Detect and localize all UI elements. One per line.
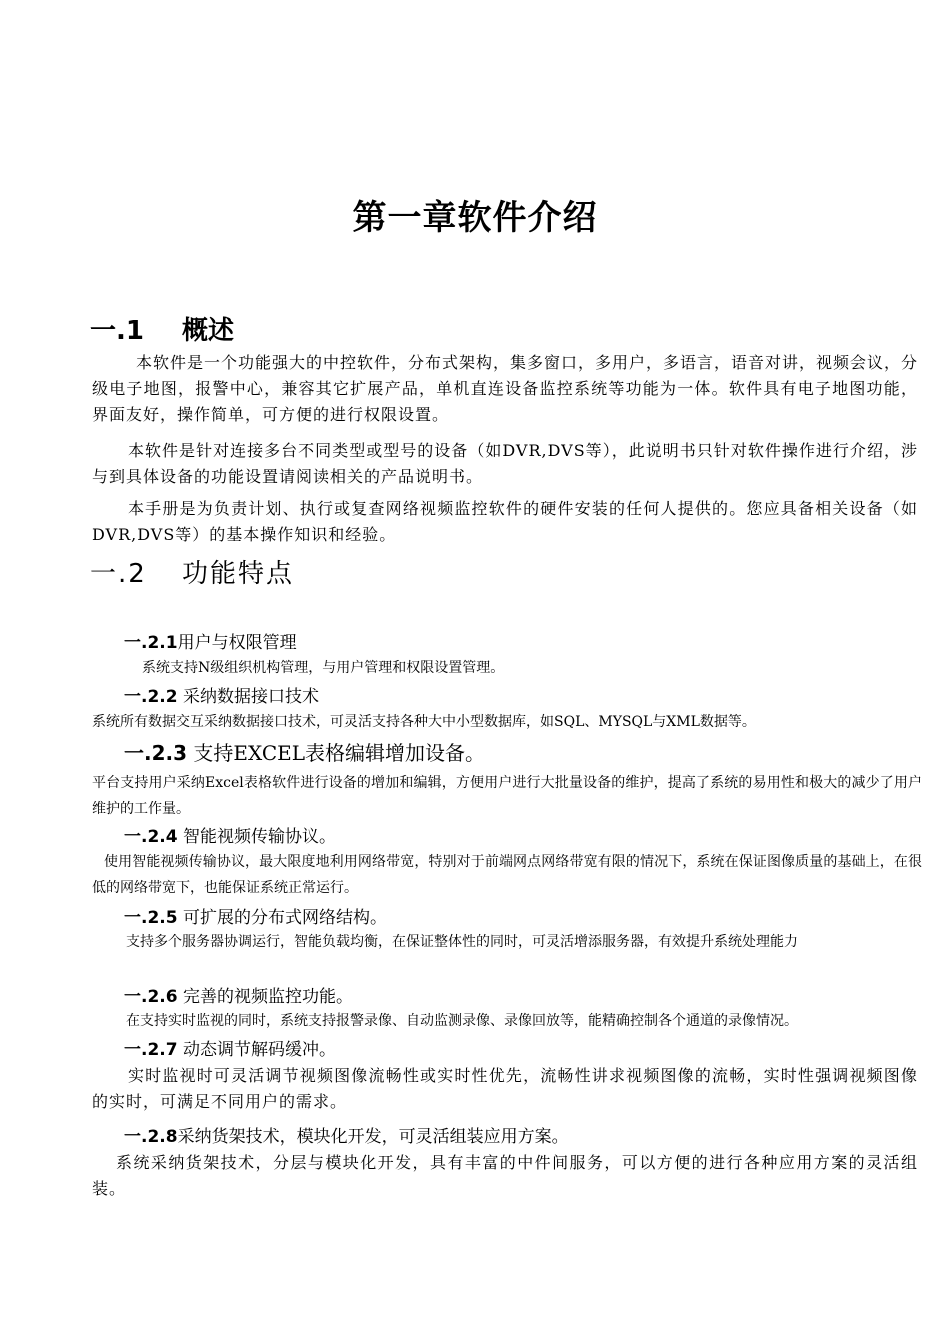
chapter-title: 第一章软件介绍 (352, 198, 598, 238)
feature-title: 用户与权限管理 (177, 633, 297, 653)
overview-paragraph-2: 本软件是针对连接多台不同类型或型号的设备（如DVR,DVS等），此说明书只针对软件操作进行介绍，涉与到具体设备的功能设置请阅读相关的产品说明书。 (92, 441, 918, 486)
feature-body-8: 系统采纳货架技术，分层与模块化开发，具有丰富的中件间服务，可以方便的进行各种应用方案的灵活组装。 (92, 1153, 918, 1198)
feature-body-1: 系统支持N级组织机构管理，与用户管理和权限设置管理。 (142, 660, 505, 676)
feature-body-3: 平台支持用户采纳Excel表格软件进行设备的增加和编辑，方便用户进行大批量设备的维护，提高了系统的易用性和极大的减少了用户维护的工作量。 (92, 775, 922, 817)
feature-title: 采纳货架技术，模块化开发，可灵活组装应用方案。 (177, 1127, 569, 1147)
section-title: 概述 (182, 316, 235, 346)
section-heading-features (90, 553, 294, 590)
section-title: 功能特点 (182, 559, 295, 589)
feature-heading-6 (124, 982, 353, 1007)
feature-heading-5 (124, 903, 387, 928)
feature-heading-1 (124, 628, 297, 653)
feature-title: 支持EXCEL表格编辑增加设备。 (187, 741, 486, 765)
overview-paragraph-1: 本软件是一个功能强大的中控软件，分布式架构，集多窗口，多用户，多语言，语音对讲，视频会议，分级电子地图，报警中心，兼容其它扩展产品，单机直连设备监控系统等功能为一体。软件具有电子地图功能，界面友好，操作简单，可方便的进行权限设置。 (92, 353, 919, 424)
feature-title: 完善的视频监控功能。 (177, 987, 353, 1007)
feature-body-4: 使用智能视频传输协议，最大限度地利用网络带宽，特别对于前端网点网络带宽有限的情况下，系统在保证图像质量的基础上，在很低的网络带宽下，也能保证系统正常运行。 (92, 854, 922, 896)
feature-heading-4 (124, 822, 336, 847)
feature-heading-7 (124, 1035, 336, 1060)
feature-body-2: 系统所有数据交互采纳数据接口技术，可灵活支持各种大中小型数据库，如SQL、MYSQL与XML数据等。 (92, 714, 756, 730)
feature-number: 一.2.4 (124, 827, 178, 847)
feature-title: 智能视频传输协议。 (177, 827, 336, 847)
feature-number: 一.2.8 (124, 1127, 178, 1147)
feature-number: 一.2.2 (124, 687, 178, 707)
feature-number: 一.2.3 (124, 741, 188, 765)
feature-number: 一.2.1 (124, 633, 178, 653)
feature-title: 动态调节解码缓冲。 (177, 1040, 336, 1060)
feature-number: 一.2.5 (124, 908, 178, 928)
feature-body-5: 支持多个服务器协调运行，智能负载均衡，在保证整体性的同时，可灵活增添服务器，有效提升系统处理能力 (126, 934, 798, 950)
feature-number: 一.2.7 (124, 1040, 178, 1060)
section-heading-overview (90, 310, 234, 347)
feature-heading-3 (124, 737, 485, 766)
feature-title: 可扩展的分布式网络结构。 (177, 908, 387, 928)
feature-body-7: 实时监视时可灵活调节视频图像流畅性或实时性优先，流畅性讲求视频图像的流畅，实时性强调视频图像的实时，可满足不同用户的需求。 (92, 1066, 918, 1111)
section-number: 一.1 (90, 316, 144, 346)
overview-paragraph-3: 本手册是为负责计划、执行或复查网络视频监控软件的硬件安装的任何人提供的。您应具备相关设备（如DVR,DVS等）的基本操作知识和经验。 (92, 499, 918, 544)
section-number: 一.2 (90, 559, 147, 589)
feature-title: 采纳数据接口技术 (177, 687, 319, 707)
feature-number: 一.2.6 (124, 987, 178, 1007)
feature-body-6: 在支持实时监视的同时，系统支持报警录像、自动监测录像、录像回放等，能精确控制各个通道的录像情况。 (126, 1013, 798, 1029)
feature-heading-2 (124, 682, 319, 707)
feature-heading-8 (124, 1122, 569, 1147)
